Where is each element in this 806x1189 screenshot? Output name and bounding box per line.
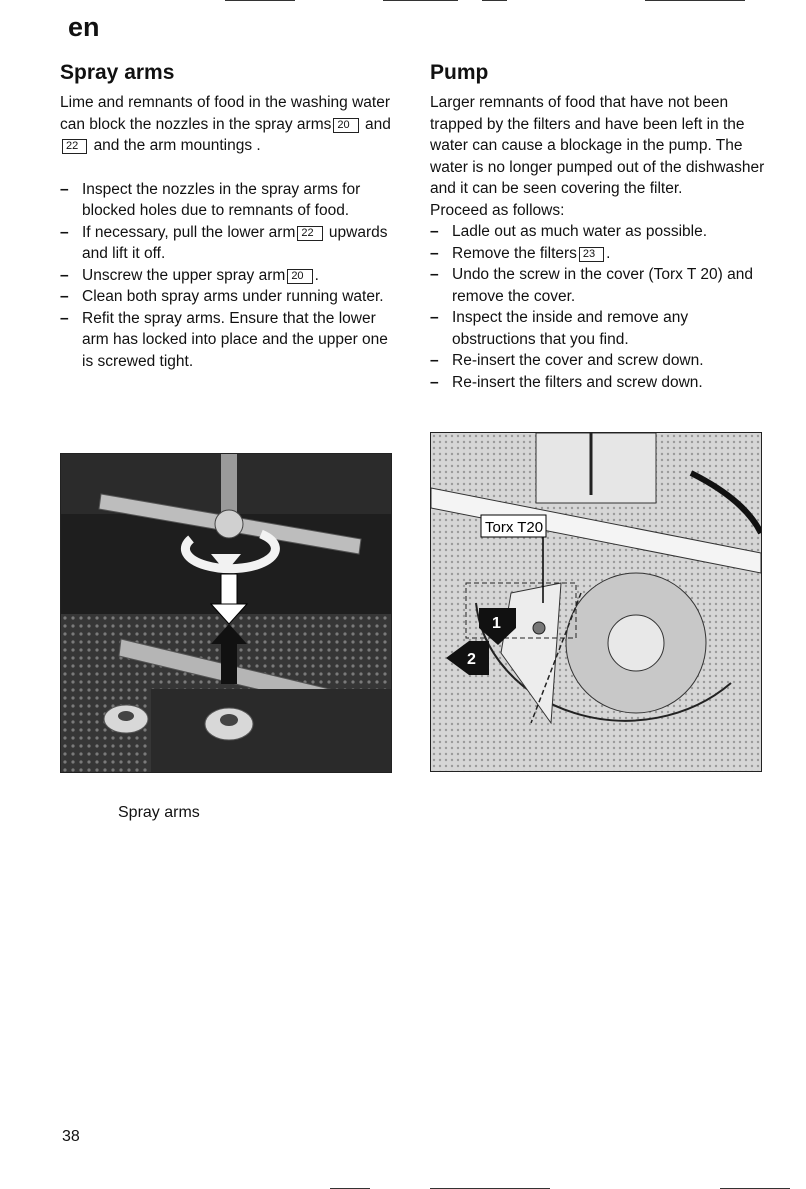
pump-steps [430,221,770,393]
page-number: 38 [62,1128,80,1145]
spray-arms-steps [60,179,395,373]
pump-section [430,60,770,393]
pump-lead: Proceed as follows: [430,201,565,219]
pump-illustration [431,433,761,771]
ref-box: 22 [297,226,322,241]
arrow-1-label: 1 [492,615,501,632]
arrow-2-label: 2 [467,651,476,668]
pump-intro: Larger remnants of food that have not been trapped by the filters and have been left in the water can cause a blockage in the pump. The water is no longer pumped out of the dishwasher and it can be seen covering the filter. [430,94,765,197]
list-item: – Remove the filters 23 . [430,243,770,265]
spray-arms-illustration [61,454,391,772]
list-item: – Undo the screw in the cover (Torx T 20) and remove the cover. [430,264,770,307]
spray-arms-heading: Spray arms [60,61,175,84]
list-item: – Ladle out as much water as possible. [430,221,770,243]
spray-arms-photo [60,453,392,773]
list-item: – Refit the spray arms. Ensure that the lower arm has locked into place and the upper one is screwed tight. [60,308,395,373]
pump-photo [430,432,762,772]
list-item: – Unscrew the upper spray arm 20 . [60,265,395,287]
ref-box: 20 [287,269,312,284]
spray-arms-section [60,60,395,372]
spray-arms-intro: Lime and remnants of food in the washing water can block the nozzles in the spray arms 20 and22 and the arm mountings . [60,94,391,154]
ref-box: 23 [579,247,604,262]
torx-label: Torx T20 [485,519,544,536]
pump-heading: Pump [430,61,489,84]
list-item: – Inspect the nozzles in the spray arms for blocked holes due to remnants of food. [60,179,395,222]
list-item: – If necessary, pull the lower arm 22 upwards and lift it off. [60,222,395,265]
list-item: – Re-insert the cover and screw down. [430,350,770,372]
figure-caption: Spray arms [118,804,200,821]
list-item: – Clean both spray arms under running water. [60,286,395,308]
list-item: – Inspect the inside and remove any obstructions that you find. [430,307,770,350]
ref-box: 22 [62,139,87,154]
language-code: en [68,12,100,42]
ref-box: 20 [333,118,358,133]
list-item: – Re-insert the filters and screw down. [430,372,770,394]
